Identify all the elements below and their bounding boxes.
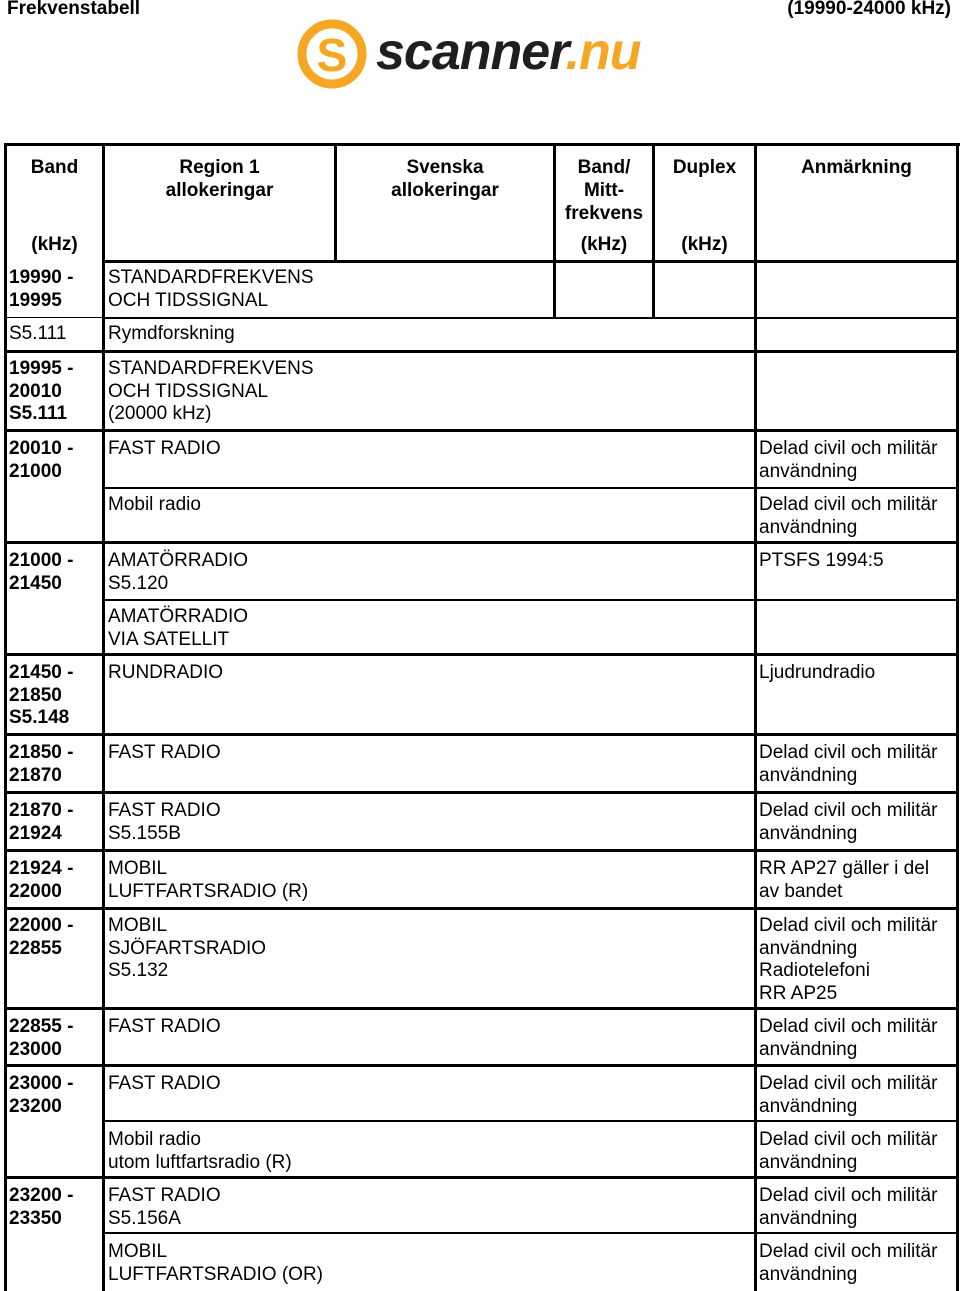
remark-cell: Delad civil och militär användning: [759, 494, 938, 538]
row-rule: [4, 907, 959, 910]
band-cell: 22855 - 23000: [9, 1016, 74, 1060]
allocation-cell: Rymdforskning: [108, 323, 235, 344]
row-rule: [102, 260, 959, 263]
band-cell: 20010 - 21000: [9, 438, 74, 482]
logo-tld: .nu: [565, 23, 641, 81]
row-rule: [4, 733, 959, 736]
band-cell: 21000 - 21450: [9, 550, 74, 594]
remark-cell: Delad civil och militär användning: [759, 1241, 938, 1285]
band-cell: 23200 - 23350: [9, 1185, 74, 1229]
row-rule: [4, 653, 959, 656]
row-rule: [102, 487, 959, 489]
allocation-cell: STANDARDFREKVENS OCH TIDSSIGNAL: [108, 267, 314, 311]
header-remark: Anmärkning: [801, 157, 912, 178]
row-rule: [4, 317, 103, 318]
page-title: Frekvenstabell: [7, 0, 141, 19]
band-cell: 21870 - 21924: [9, 800, 74, 844]
allocation-cell: FAST RADIO S5.156A: [108, 1185, 221, 1229]
row-rule: [4, 791, 959, 794]
band-cell: 23000 - 23200: [9, 1073, 74, 1117]
allocation-cell: MOBIL LUFTFARTSRADIO (R): [108, 858, 309, 902]
remark-cell: Delad civil och militär användning: [759, 1016, 938, 1060]
band-cell: S5.111: [9, 323, 67, 344]
remark-cell: Delad civil och militär användning Radiotelefoni RR AP25: [759, 915, 938, 1004]
header-band: Band: [30, 157, 79, 178]
remark-cell: RR AP27 gäller i del av bandet: [759, 858, 930, 902]
header-midfreq-unit: (kHz): [580, 234, 628, 255]
logo-word: scanner: [376, 23, 566, 81]
allocation-cell: FAST RADIO: [108, 742, 221, 763]
row-rule: [4, 1176, 959, 1179]
band-cell: 19990 - 19995: [9, 267, 74, 311]
row-rule: [4, 1064, 959, 1067]
remark-cell: Delad civil och militär användning: [759, 742, 938, 786]
logo-letter: S: [316, 29, 348, 81]
row-rule: [102, 317, 959, 319]
allocation-cell: RUNDRADIO: [108, 662, 224, 683]
allocation-cell: FAST RADIO: [108, 1073, 221, 1094]
remark-cell: Delad civil och militär användning: [759, 438, 938, 482]
header-midfreq: Band/ Mitt- frekvens: [564, 157, 644, 224]
allocation-cell: FAST RADIO: [108, 438, 221, 459]
allocation-cell: FAST RADIO S5.155B: [108, 800, 221, 844]
band-cell: 21450 - 21850 S5.148: [9, 662, 74, 728]
remark-cell: Delad civil och militär användning: [759, 800, 938, 844]
band-cell: 21924 - 22000: [9, 858, 74, 902]
row-rule: [4, 429, 959, 432]
frequency-range: (19990-24000 kHz): [787, 0, 951, 19]
row-rule: [4, 849, 959, 852]
header-duplex-unit: (kHz): [681, 234, 728, 255]
remark-cell: PTSFS 1994:5: [759, 550, 884, 571]
band-cell: 19995 - 20010 S5.111: [9, 358, 74, 424]
allocation-cell: AMATÖRRADIO VIA SATELLIT: [108, 606, 249, 650]
allocation-cell: STANDARDFREKVENS OCH TIDSSIGNAL (20000 kHz): [108, 358, 314, 424]
allocation-cell: Mobil radio utom luftfartsradio (R): [108, 1129, 292, 1173]
allocation-cell: MOBIL SJÖFARTSRADIO S5.132: [108, 915, 267, 981]
row-rule: [4, 1007, 959, 1010]
allocation-cell: FAST RADIO: [108, 1016, 221, 1037]
row-rule: [4, 541, 959, 544]
allocation-cell: Mobil radio: [108, 494, 201, 515]
remark-cell: Delad civil och militär användning: [759, 1129, 938, 1173]
allocation-cell: MOBIL LUFTFARTSRADIO (OR): [108, 1241, 323, 1285]
row-rule: [102, 1120, 959, 1122]
remark-cell: Delad civil och militär användning: [759, 1073, 938, 1117]
row-rule: [102, 599, 959, 601]
band-cell: 22000 - 22855: [9, 915, 74, 959]
allocation-cell: AMATÖRRADIO S5.120: [108, 550, 249, 594]
header-region1: Region 1 allokeringar: [165, 157, 274, 201]
header-duplex: Duplex: [672, 157, 737, 178]
header-band-unit: (kHz): [31, 234, 78, 255]
remark-cell: Ljudrundradio: [759, 662, 876, 683]
row-rule: [4, 350, 959, 353]
header-swedish: Svenska allokeringar: [391, 157, 499, 201]
band-cell: 21850 - 21870: [9, 742, 74, 786]
remark-cell: Delad civil och militär användning: [759, 1185, 938, 1229]
row-rule: [102, 1232, 959, 1234]
